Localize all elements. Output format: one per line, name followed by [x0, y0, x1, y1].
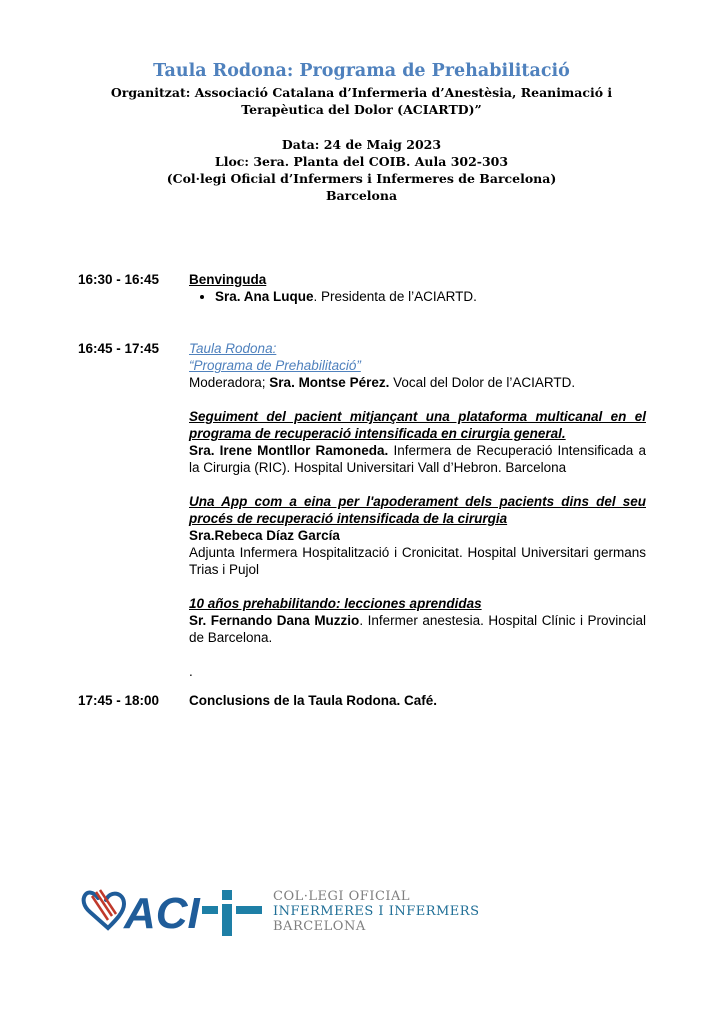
- talk-3: [189, 595, 646, 646]
- talk-affiliation: Adjunta Infermera Hospitalització i Cronicitat. Hospital Universitari germans Trias i Pujol: [189, 545, 646, 577]
- talk-speaker: Sra. Irene Montllor Ramoneda.: [189, 443, 389, 458]
- aciartd-logo: [84, 889, 201, 938]
- event-institution: (Col·legi Oficial d’Infermers i Infermeres de Barcelona): [166, 171, 557, 186]
- session-title: Conclusions de la Taula Rodona. Café.: [189, 693, 438, 708]
- talk-title: 10 años prehabilitando: lecciones aprendidas: [189, 596, 482, 611]
- trailing-dot: .: [189, 664, 193, 679]
- aciartd-logo-text: ACI: [124, 889, 200, 938]
- coib-logo-text: [273, 889, 480, 934]
- moderator-name: Sra. Montse Pérez.: [269, 375, 390, 390]
- organizer-line-1: Organitzat: Associació Catalana d’Infermeria d’Anestèsia, Reanimació i: [110, 85, 613, 100]
- program-title-link[interactable]: “Programa de Prehabilitació”: [189, 358, 361, 373]
- session-content: [189, 692, 646, 709]
- moderator-line: [189, 374, 646, 391]
- document-header: [0, 58, 723, 204]
- talk-1: [189, 408, 646, 476]
- event-place: Lloc: 3era. Planta del COIB. Aula 302-303: [214, 154, 509, 169]
- event-date: Data: 24 de Maig 2023: [281, 137, 442, 152]
- talk-title: Una App com a eina per l'apoderament dels pacients dins del seu procés de recuperació intensificada de la cirurgia: [189, 494, 646, 526]
- talk-speaker-line: [189, 442, 646, 476]
- talk-speaker: Sr. Fernando Dana Muzzio: [189, 613, 360, 628]
- organizer-line-2: Terapèutica del Dolor (ACIARTD)”: [241, 102, 482, 117]
- speaker-name: Sra. Ana Luque: [215, 289, 314, 304]
- talk-affiliation: Infermera de Recuperació Intensificada a la Cirurgia (RIC). Hospital Universitari Vall d’Hebron. Barcelona: [189, 443, 646, 475]
- coib-line-1: COL·LEGI OFICIAL: [273, 889, 411, 904]
- talk-affiliation: . Infermer anestesia. Hospital Clínic i Provincial de Barcelona.: [189, 613, 646, 645]
- speaker-role: . Presidenta de l’ACIARTD.: [313, 289, 477, 304]
- list-item: [215, 288, 646, 305]
- round-table-link[interactable]: Taula Rodona:: [189, 341, 277, 356]
- page-title: Taula Rodona: Programa de Prehabilitació: [153, 61, 570, 81]
- moderator-prefix: Moderadora;: [189, 375, 270, 390]
- talk-title: Seguiment del pacient mitjançant una plataforma multicanal en el programa de recuperació intensificada en cirurgia general.: [189, 409, 646, 441]
- coib-line-3: BARCELONA: [273, 919, 366, 934]
- session-time: 16:30 - 16:45: [78, 272, 160, 287]
- moderator-role: Vocal del Dolor de l’ACIARTD.: [389, 375, 576, 390]
- session-title: Benvinguda: [189, 272, 267, 287]
- speaker-list: [189, 288, 646, 305]
- session-content: [189, 271, 646, 305]
- coib-line-2: INFERMERES I INFERMERS: [273, 904, 480, 919]
- talk-2: [189, 493, 646, 578]
- session-content: [189, 340, 646, 680]
- event-city: Barcelona: [325, 188, 398, 203]
- coib-logo-mark: [202, 890, 262, 936]
- session-time: 17:45 - 18:00: [78, 693, 160, 708]
- talk-speaker: Sra.Rebeca Díaz García: [189, 528, 340, 543]
- session-time: 16:45 - 17:45: [78, 341, 160, 356]
- talk-speaker-line: [189, 612, 646, 646]
